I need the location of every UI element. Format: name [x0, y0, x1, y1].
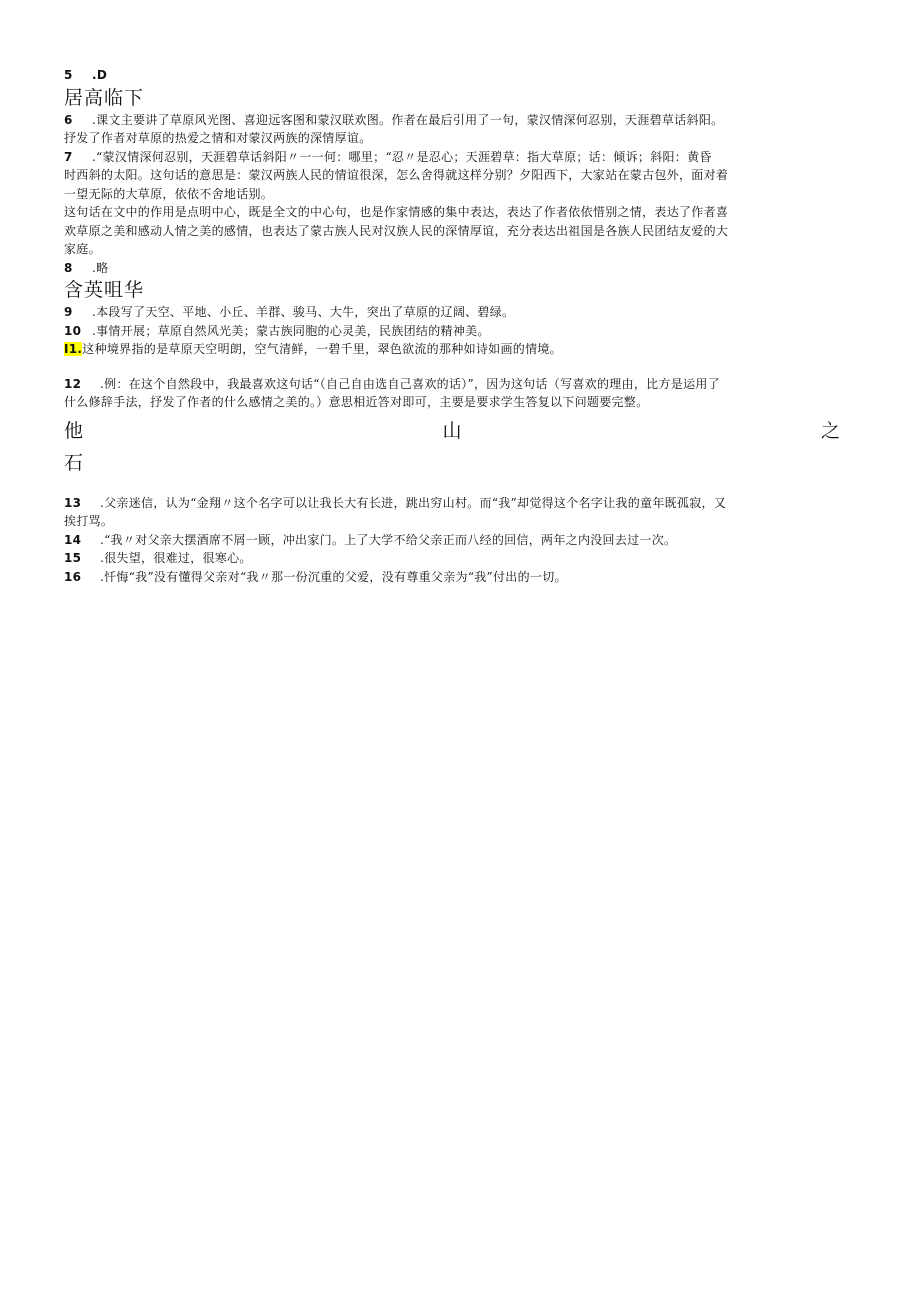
- answer-10: [64, 322, 864, 341]
- answer-text-continued: 欢草原之美和感动人情之美的感情，也表达了蒙古族人民对汉族人民的深情厚谊，充分表达出祖国是各族人民团结友爱的大: [64, 223, 729, 238]
- answer-7: [64, 148, 864, 259]
- answer-number: 10: [64, 323, 82, 338]
- section-heading-1: 居高临下: [64, 86, 145, 109]
- heading-char: 山: [442, 419, 462, 442]
- answer-text-continued: 这句话在文中的作用是点明中心，既是全文的中心句，也是作家情感的集中表达，表达了作者依依惜别之情，表达了作者喜: [64, 205, 729, 219]
- section-heading-2: 含英咀华: [64, 279, 145, 301]
- answer-number: 7: [64, 149, 73, 164]
- answer-number: 9: [64, 305, 73, 319]
- answer-text: .父亲迷信，认为“金翔〃这个名字可以让我长大有长进，跳出穷山村。而“我”却觉得这个名字让我的童年既孤寂，又: [100, 495, 727, 510]
- answer-text-continued: 什么修辞手法，抒发了作者的什么感情之美的。）意思相近答对即可，主要是要求学生答复以下问题要完整。: [64, 395, 649, 409]
- answer-number: 16: [64, 569, 82, 584]
- answer-text: .“蒙汉情深何忍别，天涯碧草话斜阳〃一一何：哪里；“忍〃是忍心；天涯碧草：指大草原；话：倾诉；斜阳：黄昏: [92, 149, 712, 164]
- answer-number: 8: [64, 260, 73, 275]
- answer-8: [64, 259, 864, 278]
- answer-text: .本段写了天空、平地、小丘、羊群、骏马、大牛，突出了草原的辽阔、碧绿。: [92, 305, 515, 319]
- heading-char: 他: [64, 419, 84, 442]
- answer-15: [64, 549, 864, 568]
- answer-number-highlighted: I1.: [64, 342, 83, 356]
- answer-12: [64, 375, 864, 412]
- answer-text: .D: [92, 68, 108, 82]
- answer-text-continued: 一望无际的大草原，依依不舍地话别。: [64, 186, 274, 201]
- answer-number: 14: [64, 532, 82, 547]
- answer-11: [64, 340, 864, 359]
- answer-14: [64, 531, 864, 550]
- answer-number: 5: [64, 68, 73, 82]
- answer-5: [64, 66, 864, 85]
- answer-text-continued: 时西斜的太阳。这句话的意思是：蒙汉两族人民的情谊很深，怎么舍得就这样分别？夕阳西下，大家站在蒙古包外，面对着: [64, 168, 729, 182]
- answer-text-continued: 挨打骂。: [64, 514, 114, 528]
- answer-text: .略: [92, 260, 109, 275]
- answer-text: .很失望，很难过，很寒心。: [100, 551, 252, 565]
- answer-text: .例：在这个自然段中，我最喜欢这句话“（自己自由选自己喜欢的话）”，因为这句话（写喜欢的理由，比方是运用了: [100, 376, 720, 391]
- answer-text: .课文主要讲了草原风光图、喜迎远客图和蒙汉联欢图。作者在最后引用了一句，蒙汉情深何忍别，天涯碧草话斜阳。: [92, 112, 724, 127]
- answer-text: .忏悔“我”没有懂得父亲对“我〃那一份沉重的父爱，没有尊重父亲为“我”付出的一切。: [100, 569, 567, 584]
- answer-6: [64, 111, 864, 148]
- answer-text-continued: 抒发了作者对草原的热爱之情和对蒙汉两族的深情厚谊。: [64, 131, 372, 145]
- answer-number: 15: [64, 551, 82, 565]
- answer-number: 6: [64, 112, 73, 127]
- answer-text: .事情开展；草原自然风光美；蒙古族同胞的心灵美，民族团结的精神美。: [92, 323, 490, 338]
- heading-char: 之: [820, 419, 840, 442]
- answer-text: 这种境界指的是草原天空明朗，空气清鲜，一碧千里，翠色欲流的那种如诗如画的情境。: [82, 342, 562, 356]
- answer-text-continued: 家庭。: [64, 242, 101, 256]
- answer-9: [64, 303, 864, 322]
- answer-number: 12: [64, 376, 82, 391]
- answer-number: 13: [64, 495, 82, 510]
- answer-16: [64, 568, 864, 587]
- heading-char: 石: [64, 451, 85, 474]
- answer-13: [64, 494, 864, 531]
- answer-text: .“我〃对父亲大摆酒席不屑一顾，冲出家门。上了大学不给父亲正而八经的回信，两年之内没回去过一次。: [100, 532, 677, 547]
- answer-sheet: [64, 66, 864, 586]
- section-heading-3: [64, 418, 864, 476]
